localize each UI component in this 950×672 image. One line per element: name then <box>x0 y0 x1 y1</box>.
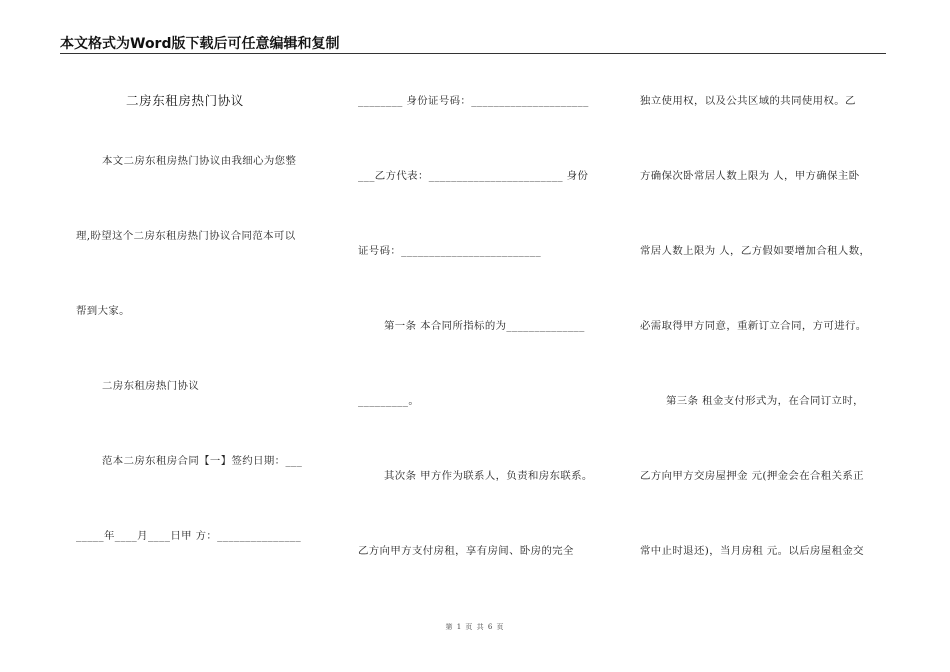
paragraph-line: 范本二房东租房合同【一】签约日期：___ <box>102 455 303 467</box>
paragraph-line: _____年____月____日甲 方：_______________ <box>76 530 302 542</box>
clause-line: 其次条 甲方作为联系人，负责和房东联系。 <box>384 470 593 482</box>
document-title: 二房东租房热门协议 <box>126 93 244 108</box>
paragraph-line: 帮到大家。 <box>76 305 130 317</box>
paragraph-line: ________ 身份证号码：_____________________ <box>358 95 589 107</box>
section-heading: 二房东租房热门协议 <box>102 380 200 392</box>
paragraph-line: 理,盼望这个二房东租房热门协议合同范本可以 <box>76 230 296 242</box>
paragraph-line: 方确保次卧常居人数上限为 人，甲方确保主卧 <box>640 170 860 182</box>
paragraph-line: 独立使用权，以及公共区域的共同使用权。乙 <box>640 95 856 107</box>
paragraph-line: 乙方向甲方支付房租，享有房间、卧房的完全 <box>358 545 574 557</box>
paragraph-line: 本文二房东租房热门协议由我细心为您整 <box>102 155 297 167</box>
page-number: 第 1 页 共 6 页 <box>445 623 505 631</box>
header-rule <box>60 53 886 54</box>
clause-line: 第一条 本合同所指标的为______________ <box>384 320 585 332</box>
clause-line: 第三条 租金支付形式为，在合同订立时， <box>666 395 864 407</box>
document-banner: 本文格式为Word版下载后可任意编辑和复制 <box>60 36 340 52</box>
paragraph-line: _________。 <box>358 395 420 407</box>
paragraph-line: 必需取得甲方同意，重新订立合同，方可进行。 <box>640 320 867 332</box>
paragraph-line: 常中止时退还)，当月房租 元。以后房屋租金交 <box>640 545 864 557</box>
paragraph-line: ___乙方代表：________________________ 身份 <box>358 170 589 182</box>
paragraph-line: 常居人数上限为 人，乙方假如要增加合租人数， <box>640 245 871 257</box>
paragraph-line: 乙方向甲方交房屋押金 元(押金会在合租关系正 <box>640 470 864 482</box>
paragraph-line: 证号码：_________________________ <box>358 245 542 257</box>
